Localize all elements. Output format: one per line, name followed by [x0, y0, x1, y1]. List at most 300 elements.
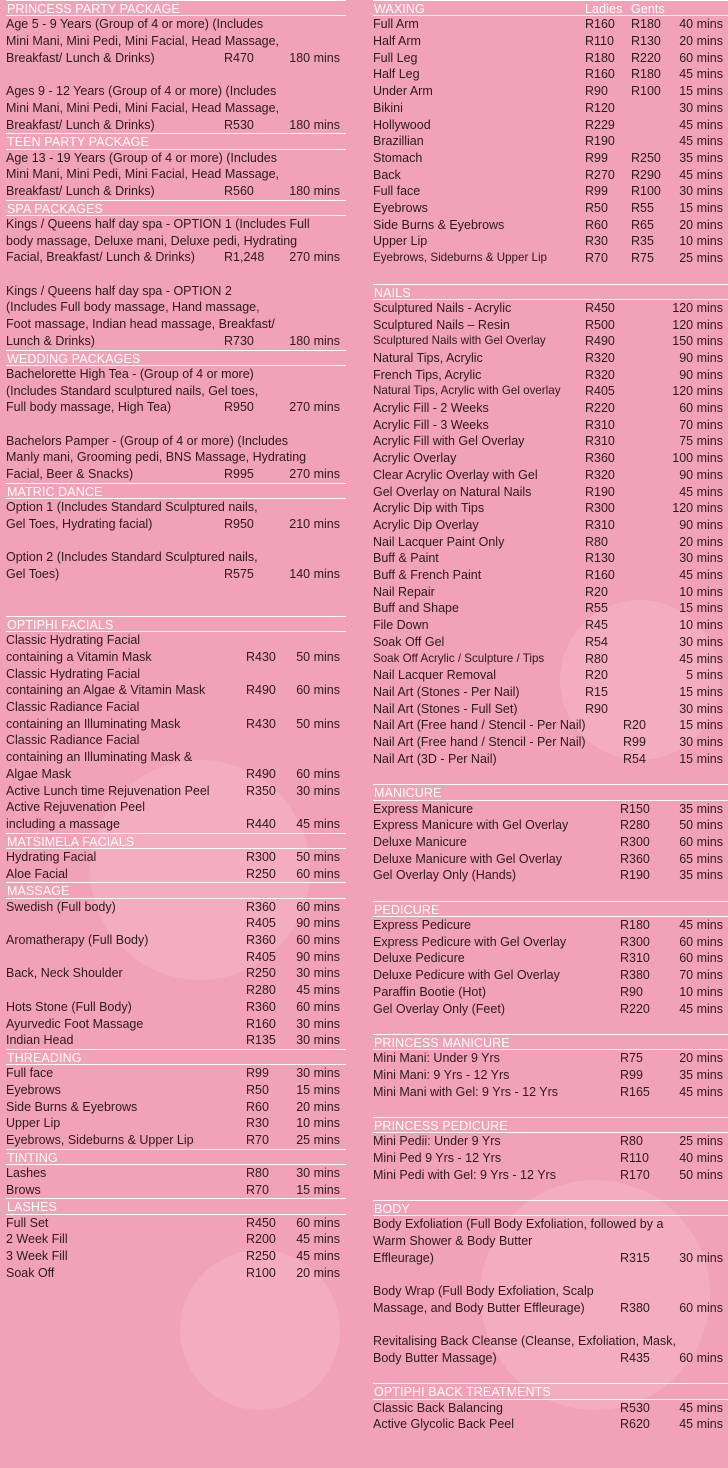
service-name: Acrylic Dip Overlay — [373, 517, 479, 532]
duration: 270 mins — [289, 467, 340, 482]
price: R160 — [585, 67, 615, 82]
service-name: Natural Tips, Acrylic — [373, 350, 483, 365]
duration: 25 mins — [679, 1134, 723, 1149]
price: R250 — [246, 1249, 276, 1264]
service-name: Full face — [6, 1066, 54, 1081]
price-row — [6, 16, 346, 66]
service-name: Hydrating Facial — [6, 849, 97, 864]
duration: 45 mins — [296, 816, 340, 831]
price: R450 — [585, 300, 615, 315]
service-name: Gel Overlay on Natural Nails — [373, 484, 532, 499]
duration: 90 mins — [679, 517, 723, 532]
ladies-column-header: Ladies — [585, 2, 623, 16]
service-name: Bachelors Pamper - (Group of 4 or more) (Includes Manly mani, Grooming pedi, BNS Massage, Hydrating Facial, Beer & Snacks) — [6, 433, 307, 482]
price-row — [373, 450, 728, 467]
duration: 45 mins — [679, 1400, 723, 1415]
price-row — [373, 717, 728, 734]
price-row — [373, 383, 728, 400]
price-row — [373, 484, 728, 501]
price: R160 — [585, 17, 615, 32]
price-row — [373, 950, 728, 967]
price-row — [6, 499, 346, 532]
section-title-text: OPTIPHI FACIALS — [7, 617, 114, 632]
spacer — [6, 532, 346, 549]
price-row — [373, 1001, 728, 1018]
duration: 45 mins — [679, 568, 723, 583]
price: R200 — [246, 1232, 276, 1247]
section-title — [6, 616, 346, 632]
gents-price: R35 — [631, 234, 654, 249]
price: R20 — [585, 584, 608, 599]
service-name: Side Burns & Eyebrows — [373, 217, 505, 232]
price: R170 — [620, 1167, 650, 1182]
section-title — [373, 784, 728, 800]
price: R430 — [246, 649, 276, 664]
price: R490 — [585, 334, 615, 349]
price-row — [373, 233, 728, 250]
duration: 20 mins — [296, 1099, 340, 1114]
price-row — [373, 1150, 728, 1167]
section-title-text: OPTIPHI BACK TREATMENTS — [374, 1385, 551, 1400]
duration: 60 mins — [296, 866, 340, 881]
section-title-text: MATSIMELA FACIALS — [7, 834, 135, 849]
price-row — [373, 1050, 728, 1067]
price: R160 — [246, 1016, 276, 1031]
section-matric-dance — [6, 483, 346, 616]
section-title — [6, 483, 346, 499]
price-row — [373, 550, 728, 567]
price: R530 — [224, 117, 254, 132]
spacer — [373, 884, 728, 901]
right-price-column — [368, 0, 728, 1433]
price: R320 — [585, 467, 615, 482]
price: R30 — [246, 1116, 269, 1131]
price-row — [373, 150, 728, 167]
service-name: Deluxe Manicure — [373, 834, 467, 849]
duration: 30 mins — [679, 735, 723, 750]
price-row — [373, 133, 728, 150]
price: R310 — [620, 951, 650, 966]
price-row — [373, 917, 728, 934]
price-row — [373, 751, 728, 768]
left-price-column — [0, 0, 346, 1282]
section-title-text: PRINCESS MANICURE — [374, 1035, 510, 1050]
duration: 5 mins — [686, 668, 723, 683]
service-name: Swedish (Full body) — [6, 899, 116, 914]
duration: 30 mins — [296, 783, 340, 798]
section-princess-manicure — [373, 1034, 728, 1117]
duration: 45 mins — [679, 1084, 723, 1099]
section-title-text: PEDICURE — [374, 902, 440, 917]
section-title-text: BODY — [374, 1202, 410, 1217]
duration: 35 mins — [679, 1067, 723, 1082]
price: R70 — [246, 1182, 269, 1197]
price: R620 — [620, 1417, 650, 1432]
price-row — [373, 300, 728, 317]
service-name: Buff and Shape — [373, 601, 459, 616]
service-name: French Tips, Acrylic — [373, 367, 482, 382]
service-name: Deluxe Pedicure — [373, 951, 465, 966]
duration: 30 mins — [679, 634, 723, 649]
service-name: Soak Off Acrylic / Sculpture / Tips — [373, 651, 545, 665]
duration: 10 mins — [296, 1116, 340, 1131]
service-name: Brazillian — [373, 134, 424, 149]
price-row — [373, 651, 728, 668]
service-name: Active Glycolic Back Peel — [373, 1417, 515, 1432]
price-row — [373, 1333, 728, 1366]
duration: 40 mins — [679, 1151, 723, 1165]
service-name: Full Set — [6, 1215, 49, 1230]
service-name: File Down — [373, 618, 429, 633]
section-optiphi-facials — [6, 616, 346, 833]
section-manicure — [373, 784, 728, 901]
price: R100 — [246, 1265, 276, 1280]
price-row — [373, 66, 728, 83]
price: R280 — [620, 818, 650, 833]
service-name: Ayurvedic Foot Massage — [6, 1016, 144, 1031]
duration: 10 mins — [679, 618, 723, 633]
price-row — [6, 932, 346, 949]
price: R180 — [620, 918, 650, 932]
spacer — [373, 1100, 728, 1117]
service-name: Body Wrap (Full Body Exfoliation, Scalp Massage, and Body Butter Effleurage) — [373, 1284, 594, 1315]
duration: 90 mins — [296, 949, 340, 964]
service-name: Nail Art (Stones - Per Nail) — [373, 685, 520, 699]
duration: 30 mins — [679, 184, 723, 199]
service-name: Sculptured Nails - Acrylic — [373, 300, 512, 315]
service-name: Hollywood — [373, 117, 431, 132]
price: R500 — [585, 317, 615, 332]
price: R50 — [246, 1082, 269, 1097]
section-princess-party-package — [6, 0, 346, 133]
price: R150 — [620, 801, 650, 816]
price: R80 — [585, 651, 608, 666]
duration: 20 mins — [679, 534, 723, 549]
price: R45 — [585, 618, 608, 633]
service-name: Active Rejuvenation Peel including a massage — [6, 800, 145, 831]
price: R530 — [620, 1400, 650, 1415]
duration: 25 mins — [296, 1133, 340, 1148]
service-name: Natural Tips, Acrylic with Gel overlay — [373, 384, 561, 398]
spacer — [373, 1017, 728, 1034]
duration: 140 mins — [289, 566, 340, 581]
duration: 60 mins — [296, 999, 340, 1014]
spacer — [373, 1317, 728, 1334]
duration: 90 mins — [679, 367, 723, 382]
service-name: Lashes — [6, 1166, 47, 1181]
price: R315 — [620, 1250, 650, 1265]
price-row — [373, 117, 728, 134]
duration: 60 mins — [296, 933, 340, 948]
price-row — [6, 1231, 346, 1248]
service-name: Acrylic Overlay — [373, 451, 457, 466]
price: R120 — [585, 100, 615, 115]
section-title-text: MANICURE — [374, 786, 442, 801]
price-row — [6, 699, 346, 732]
duration: 15 mins — [679, 718, 723, 733]
gents-price: R100 — [631, 84, 661, 99]
duration: 75 mins — [679, 434, 723, 449]
service-name: Nail Lacquer Paint Only — [373, 534, 505, 549]
price: R360 — [246, 933, 276, 948]
price: R380 — [620, 1300, 650, 1315]
price: R20 — [623, 718, 646, 733]
section-massage — [6, 882, 346, 1049]
price: R60 — [585, 217, 608, 232]
service-name: Option 1 (Includes Standard Sculptured nails, Gel Toes, Hydrating facial) — [6, 500, 258, 531]
price-row — [373, 100, 728, 117]
duration: 45 mins — [679, 167, 723, 182]
service-name: Classic Radiance Facial containing an Illuminating Mask & Algae Mask — [6, 733, 193, 781]
price-row — [6, 783, 346, 800]
duration: 15 mins — [296, 1182, 340, 1197]
service-name: Nail Lacquer Removal — [373, 668, 496, 683]
price: R575 — [224, 566, 254, 581]
section-title-text: TINTING — [7, 1150, 58, 1165]
price: R54 — [623, 751, 646, 766]
spacer — [373, 1183, 728, 1200]
price-row — [373, 1400, 728, 1417]
price-row — [373, 934, 728, 951]
duration: 45 mins — [679, 918, 723, 932]
service-name: Back, Neck Shoulder — [6, 966, 123, 981]
service-name: Kings / Queens half day spa - OPTION 1 (Includes Full body massage, Deluxe mani, Deluxe pedi, Hydrating Facial, Breakfast/ Lunch & Drinks) — [6, 216, 310, 265]
price: R310 — [585, 517, 615, 532]
price-row — [373, 83, 728, 100]
duration: 10 mins — [679, 234, 723, 249]
gents-price: R290 — [631, 167, 661, 182]
service-name: Aromatherapy (Full Body) — [6, 933, 149, 948]
service-name: Express Pedicure — [373, 918, 471, 932]
price-row — [373, 500, 728, 517]
price: R950 — [224, 516, 254, 531]
service-name: Nail Art (Free hand / Stencil - Per Nail) — [373, 735, 586, 750]
price-row — [6, 1065, 346, 1082]
price: R90 — [585, 701, 608, 716]
duration: 35 mins — [679, 801, 723, 816]
duration: 35 mins — [679, 868, 723, 883]
price: R80 — [246, 1166, 269, 1181]
service-name: Acrylic Dip with Tips — [373, 501, 485, 516]
price-row — [373, 867, 728, 884]
price-row — [373, 1283, 728, 1316]
price-row — [6, 799, 346, 832]
duration: 30 mins — [679, 100, 723, 115]
price: R950 — [224, 400, 254, 415]
price-row — [373, 967, 728, 984]
service-name: Full face — [373, 184, 421, 199]
price-row — [6, 283, 346, 350]
duration: 30 mins — [296, 1016, 340, 1031]
price-row — [6, 915, 346, 932]
service-name: Full Arm — [373, 17, 419, 32]
service-name: 2 Week Fill — [6, 1232, 68, 1247]
service-name: Acrylic Fill - 2 Weeks — [373, 401, 489, 416]
price-row — [6, 433, 346, 483]
price: R229 — [585, 117, 615, 132]
price: R250 — [246, 966, 276, 981]
service-name: Aloe Facial — [6, 866, 68, 881]
duration: 50 mins — [679, 1167, 723, 1182]
duration: 60 mins — [296, 1215, 340, 1230]
duration: 180 mins — [289, 183, 340, 198]
price: R50 — [585, 201, 608, 216]
price: R300 — [246, 849, 276, 864]
duration: 70 mins — [679, 968, 723, 983]
duration: 30 mins — [296, 966, 340, 981]
price: R54 — [585, 634, 608, 649]
duration: 180 mins — [289, 333, 340, 348]
section-title-text: THREADING — [7, 1050, 82, 1065]
duration: 180 mins — [289, 117, 340, 132]
price: R190 — [620, 868, 650, 883]
section-title — [373, 284, 728, 300]
service-name: Body Exfoliation (Full Body Exfoliation, followed by a Warm Shower & Body Butter Effleurage) — [373, 1217, 664, 1265]
duration: 60 mins — [679, 934, 723, 949]
price: R165 — [620, 1084, 650, 1099]
service-name: Mini Mani: 9 Yrs - 12 Yrs — [373, 1067, 510, 1082]
duration: 30 mins — [679, 1250, 723, 1265]
section-optiphi-back-treatments — [373, 1383, 728, 1433]
duration: 20 mins — [296, 1265, 340, 1280]
price: R320 — [585, 367, 615, 382]
price-row — [6, 1016, 346, 1033]
price-row — [6, 849, 346, 866]
price: R730 — [224, 333, 254, 348]
service-name: Clear Acrylic Overlay with Gel — [373, 467, 538, 482]
price-row — [373, 517, 728, 534]
price: R995 — [224, 467, 254, 482]
price: R405 — [246, 916, 276, 931]
duration: 270 mins — [289, 250, 340, 265]
spacer — [373, 1267, 728, 1284]
section-body — [373, 1200, 728, 1383]
service-name: Soak Off — [6, 1265, 55, 1280]
service-name: Age 13 - 19 Years (Group of 4 or more) (Includes Mini Mani, Mini Pedi, Mini Facial, Head Massage, Breakfast/ Lunch & Drinks) — [6, 150, 280, 198]
price-row — [6, 965, 346, 982]
price: R15 — [585, 685, 608, 699]
duration: 50 mins — [296, 849, 340, 864]
service-name: Buff & Paint — [373, 551, 439, 566]
spacer — [6, 599, 346, 616]
price-row — [6, 216, 346, 266]
service-name: Mini Ped 9 Yrs - 12 Yrs — [373, 1151, 502, 1165]
service-name: Express Manicure with Gel Overlay — [373, 818, 569, 833]
spacer — [6, 416, 346, 433]
service-name: Classic Back Balancing — [373, 1400, 503, 1415]
service-name: Hots Stone (Full Body) — [6, 999, 132, 1014]
section-title-text: MASSAGE — [7, 884, 70, 899]
duration: 45 mins — [679, 134, 723, 149]
price: R99 — [246, 1066, 269, 1081]
service-name: Classic Radiance Facial containing an Illuminating Mask — [6, 700, 181, 731]
duration: 120 mins — [672, 501, 723, 516]
price: R350 — [246, 783, 276, 798]
price-row — [6, 666, 346, 699]
duration: 10 mins — [679, 984, 723, 999]
service-name: Back — [373, 167, 401, 182]
price-row — [373, 600, 728, 617]
price-row — [373, 433, 728, 450]
service-name: Gel Overlay Only (Feet) — [373, 1001, 505, 1016]
service-name: Half Leg — [373, 67, 420, 82]
duration: 180 mins — [289, 50, 340, 65]
section-title — [373, 901, 728, 917]
section-title-text: NAILS — [374, 285, 411, 300]
service-name: Half Arm — [373, 34, 421, 48]
service-name: Deluxe Manicure with Gel Overlay — [373, 851, 562, 866]
duration: 60 mins — [296, 683, 340, 698]
price-row — [373, 701, 728, 718]
duration: 150 mins — [672, 334, 723, 349]
duration: 60 mins — [679, 834, 723, 849]
section-threading — [6, 1049, 346, 1149]
duration: 45 mins — [296, 1232, 340, 1247]
duration: 20 mins — [679, 34, 723, 48]
price-row — [373, 1133, 728, 1150]
section-teen-party-package — [6, 133, 346, 199]
price: R300 — [620, 934, 650, 949]
spacer — [373, 1367, 728, 1384]
price-row — [373, 333, 728, 350]
duration: 65 mins — [679, 851, 723, 866]
section-matsimela-facials — [6, 833, 346, 883]
duration: 20 mins — [679, 217, 723, 232]
section-title — [6, 133, 346, 149]
price-row — [373, 200, 728, 217]
price: R490 — [246, 766, 276, 781]
price: R360 — [246, 899, 276, 914]
service-name: Age 5 - 9 Years (Group of 4 or more) (Includes Mini Mani, Mini Pedi, Mini Facial, Head Massage, Breakfast/ Lunch & Drinks) — [6, 17, 280, 65]
section-title — [6, 0, 346, 16]
price: R360 — [585, 451, 615, 466]
price-row — [373, 1416, 728, 1433]
duration: 15 mins — [296, 1082, 340, 1097]
service-name: Kings / Queens half day spa - OPTION 2 (Includes Full body massage, Hand massage, Foot massage, Indian head massage, Breakfast/ Lunch & Drinks) — [6, 283, 275, 348]
price-row — [373, 684, 728, 701]
duration: 60 mins — [679, 50, 723, 65]
price: R80 — [620, 1134, 643, 1149]
service-name: Option 2 (Includes Standard Sculptured nails, Gel Toes) — [6, 550, 258, 581]
service-name: Gel Overlay Only (Hands) — [373, 868, 517, 883]
price-row — [6, 1099, 346, 1116]
section-title — [6, 882, 346, 898]
spacer — [6, 66, 346, 83]
section-spa-packages — [6, 200, 346, 350]
price: R440 — [246, 816, 276, 831]
duration: 15 mins — [679, 84, 723, 99]
price-row — [6, 1082, 346, 1099]
duration: 50 mins — [679, 818, 723, 833]
price: R360 — [246, 999, 276, 1014]
price: R60 — [246, 1099, 269, 1114]
price-row — [373, 984, 728, 1001]
price: R220 — [585, 401, 615, 416]
duration: 45 mins — [679, 484, 723, 499]
service-name: 3 Week Fill — [6, 1249, 68, 1264]
price-row — [373, 250, 728, 267]
duration: 90 mins — [679, 350, 723, 365]
price-row — [6, 366, 346, 416]
duration: 20 mins — [679, 1051, 723, 1066]
duration: 50 mins — [296, 716, 340, 731]
duration: 210 mins — [289, 516, 340, 531]
service-name: Upper Lip — [6, 1116, 61, 1131]
price-row — [6, 949, 346, 966]
price: R20 — [585, 668, 608, 683]
price: R30 — [585, 234, 608, 249]
price-row — [6, 1115, 346, 1132]
